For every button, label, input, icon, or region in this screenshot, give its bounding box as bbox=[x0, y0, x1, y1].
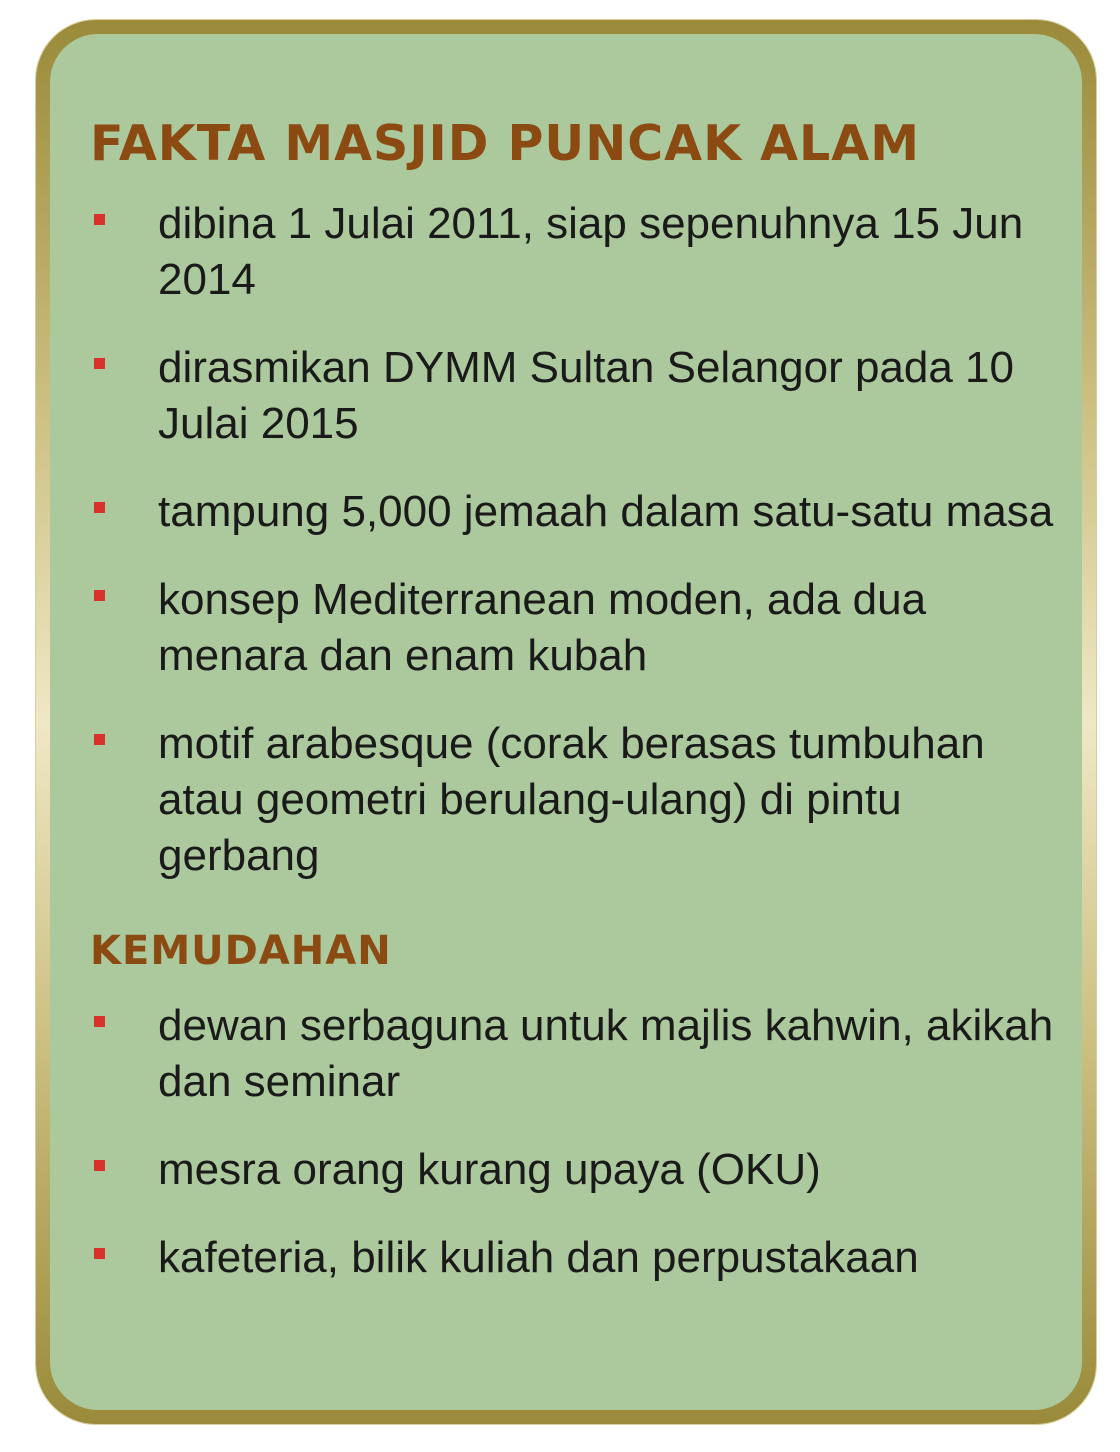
list-item bbox=[90, 572, 1058, 684]
list-item-text: konsep Mediterranean moden, ada dua menara dan enam kubah bbox=[158, 575, 927, 680]
list-item-text: kafeteria, bilik kuliah dan perpustakaan bbox=[158, 1233, 919, 1282]
list-item bbox=[90, 340, 1058, 452]
list-item bbox=[90, 484, 1058, 540]
list-item-text: mesra orang kurang upaya (OKU) bbox=[158, 1145, 821, 1194]
bullet-icon bbox=[94, 590, 105, 601]
list-item-text: dirasmikan DYMM Sultan Selangor pada 10 Julai 2015 bbox=[158, 343, 1015, 448]
list-item bbox=[90, 196, 1058, 308]
list-item bbox=[90, 716, 1058, 884]
bullet-icon bbox=[94, 1248, 105, 1259]
bullet-icon bbox=[94, 1160, 105, 1171]
bullet-icon bbox=[94, 734, 105, 745]
info-card bbox=[50, 34, 1082, 1410]
list-item bbox=[90, 1142, 1058, 1198]
info-card-frame bbox=[36, 20, 1096, 1424]
bullet-icon bbox=[94, 214, 105, 225]
list-item bbox=[90, 1230, 1058, 1286]
list-item-text: tampung 5,000 jemaah dalam satu-satu masa bbox=[158, 487, 1054, 536]
kemudahan-heading: KEMUDAHAN bbox=[90, 928, 392, 974]
fakta-list bbox=[90, 196, 1082, 884]
bullet-icon bbox=[94, 1016, 105, 1027]
fakta-heading: FAKTA MASJID PUNCAK ALAM bbox=[90, 115, 920, 172]
bullet-icon bbox=[94, 358, 105, 369]
list-item-text: dewan serbaguna untuk majlis kahwin, akikah dan seminar bbox=[158, 1001, 1054, 1106]
bullet-icon bbox=[94, 502, 105, 513]
list-item-text: motif arabesque (corak berasas tumbuhan atau geometri berulang-ulang) di pintu gerbang bbox=[158, 719, 985, 880]
list-item bbox=[90, 998, 1058, 1110]
kemudahan-list bbox=[90, 998, 1082, 1286]
list-item-text: dibina 1 Julai 2011, siap sepenuhnya 15 Jun 2014 bbox=[158, 199, 1024, 304]
